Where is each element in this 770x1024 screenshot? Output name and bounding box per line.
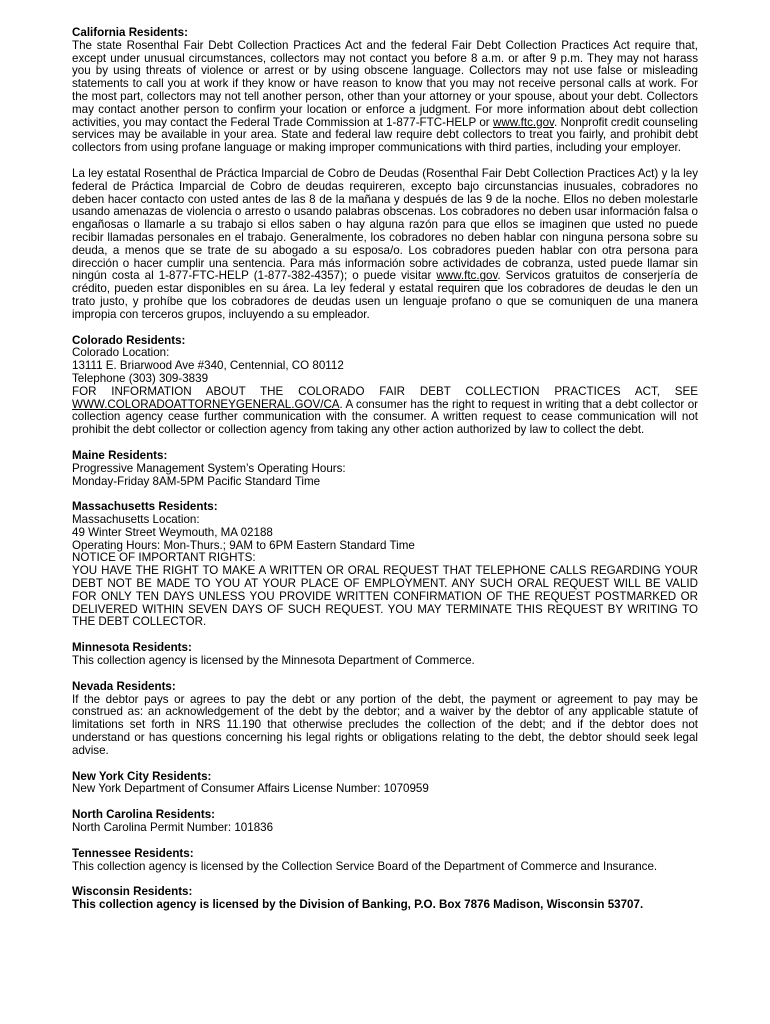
- nevada-section: [72, 681, 698, 758]
- california-heading: California Residents:: [72, 26, 188, 39]
- north-carolina-text: North Carolina Permit Number: 101836: [72, 821, 274, 835]
- wisconsin-section: [72, 886, 698, 912]
- tennessee-text: This collection agency is licensed by the Collection Service Board of the Department of Commerce and Insurance.: [72, 859, 658, 873]
- new-york-text: New York Department of Consumer Affairs License Number: 1070959: [72, 782, 429, 796]
- maine-hours-label: Progressive Management System’s Operating Hours:: [72, 461, 346, 475]
- colorado-paragraph: [72, 386, 698, 437]
- new-york-heading: New York City Residents:: [72, 769, 212, 783]
- maine-heading: Maine Residents:: [72, 448, 168, 462]
- massachusetts-hours: Operating Hours: Mon-Thurs.; 9AM to 6PM Eastern Standard Time: [72, 538, 415, 552]
- colorado-section: [72, 335, 698, 437]
- document-page: [72, 27, 698, 912]
- maine-section: [72, 450, 698, 488]
- california-section: [72, 27, 698, 322]
- california-english-paragraph: [72, 40, 698, 155]
- north-carolina-heading: North Carolina Residents:: [72, 808, 216, 822]
- massachusetts-heading: Massachusetts Residents:: [72, 500, 218, 514]
- california-spanish-paragraph: [72, 168, 698, 322]
- colorado-address: 13111 E. Briarwood Ave #340, Centennial, CO 80112: [72, 359, 344, 373]
- new-york-section: [72, 771, 698, 797]
- massachusetts-section: [72, 501, 698, 629]
- nevada-text: If the debtor pays or agrees to pay the debt or any portion of the debt, the payment or agreement to pay may be construed as: an acknowledgement of the debt by the debtor; and a waiver by the debtor of any applicable statute of limitations set forth in NRS 11.190 that otherwise precludes the collection of the debt; and if the debtor does not understand or has questions concerning his legal rights or obligations relating to the debt, the debtor should seek legal advise.: [72, 692, 698, 757]
- massachusetts-address: 49 Winter Street Weymouth, MA 02188: [72, 525, 273, 539]
- tennessee-section: [72, 848, 698, 874]
- maine-hours: Monday-Friday 8AM-5PM Pacific Standard Time: [72, 474, 321, 488]
- colorado-location-label: Colorado Location:: [72, 346, 170, 360]
- north-carolina-section: [72, 809, 698, 835]
- massachusetts-rights: YOU HAVE THE RIGHT TO MAKE A WRITTEN OR ORAL REQUEST THAT TELEPHONE CALLS REGARDING YOUR DEBT NOT BE MADE TO YOU AT YOUR PLACE OF EMPLOYMENT. ANY SUCH ORAL REQUEST WILL BE VALID FOR ONLY TEN DAYS UNLESS YOU PROVIDE WRITTEN CONFIRMATION OF THE REQUEST POSTMARKED OR DELIVERED WITHIN SEVEN DAYS OF SUCH REQUEST. YOU MAY TERMINATE THIS REQUEST BY WRITING TO THE DEBT COLLECTOR.: [72, 564, 698, 629]
- colorado-heading: Colorado Residents:: [72, 333, 186, 347]
- wisconsin-heading: Wisconsin Residents:: [72, 885, 193, 899]
- california-english-text-b: . Nonprofit credit counseling services may be available in your area. State and federal law require debt collectors to treat you fairly, and prohibit debt collectors from using profane language or making improper communications with third parties, including your employer.: [72, 115, 698, 155]
- california-spanish-text-b: . Servicos gratuitos de conserjería de crédito, pueden estar disponibles en su área. La ley federal y estatal requiren que los cobradores de deudas le den un trato justo, y prohíbe que los cobradores de deudas usen un lenguaje profano o que se comuniquen de una manera impropia con terceros grupos, incluyendo a su empleador.: [72, 269, 698, 321]
- wisconsin-text: This collection agency is licensed by the Division of Banking, P.O. Box 7876 Madison, Wisconsin 53707.: [72, 898, 644, 912]
- california-spanish-text-a: La ley estatal Rosenthal de Práctica Imparcial de Cobro de Deudas (Rosenthal Fair Debt Collection Practices Act) y la ley federal de Práctica Imparcial de Cobro de deudas requireren, excepto bajo circunstancias inusuales, cobradores no deben hacer contacto con usted antes de las 8 de la mañana y después de las 9 de la noche. Ellos no deben molestarle usando amenazas de violencia o arresto o usando palabras obscenas. Los cobradores no deben usar información falsa o engañosas o llamarle a su trabajo si ellos saben o hay alguna razón para que ellos se imaginen que usted no puede recibir llamadas personales en el trabajo. Generalmente, los cobradores no deben hablar con ninguna persona sobre su deuda, a menos que se trate de su abogado a su esposa/o. Los cobradores pueden hablar con otra persona para dirección o hacer cumplir una sentencia. Para más información sobre actividades de cobranza, usted puede llamar sin ningún costa al 1-877-FTC-HELP (1-877-382-4357); o puede visitar: [72, 166, 698, 283]
- colorado-ag-link[interactable]: WWW.COLORADOATTORNEYGENERAL.GOV/CA: [72, 397, 340, 411]
- minnesota-text: This collection agency is licensed by the Minnesota Department of Commerce.: [72, 654, 475, 668]
- california-english-text-a: The state Rosenthal Fair Debt Collection Practices Act and the federal Fair Debt Collection Practices Act require that, except under unusual circumstances, collectors may not contact you before 8 a.m. or after 9 p.m. They may not harass you by using threats of violence or arrest or by using obscene language. Collectors may not use false or misleading statements to call you at work if they know or have reason to know that you may not receive personal calls at work. For the most part, collectors may not tell another person, other than your attorney or your spouse, about your debt. Collectors may contact another person to confirm your location or enforce a judgment. For more information about debt collection activities, you may contact the Federal Trade Commission at 1-877-FTC-HELP or: [72, 38, 698, 129]
- colorado-text-a: FOR INFORMATION ABOUT THE COLORADO FAIR DEBT COLLECTION PRACTICES ACT, SEE: [72, 384, 698, 398]
- minnesota-heading: Minnesota Residents:: [72, 641, 192, 655]
- tennessee-heading: Tennessee Residents:: [72, 846, 194, 860]
- ftc-link[interactable]: www.ftc.gov: [492, 115, 554, 129]
- nevada-heading: Nevada Residents:: [72, 679, 176, 693]
- colorado-text-b: . A consumer has the right to request in writing that a debt collector or collection agency cease further communication with the consumer. A written request to cease communication will not prohibit the debt collector or collection agency from taking any other action authorized by law to collect the debt.: [72, 397, 698, 437]
- ftc-link-spanish[interactable]: www.ftc.gov: [436, 269, 498, 283]
- minnesota-section: [72, 642, 698, 668]
- massachusetts-location-label: Massachusetts Location:: [72, 513, 200, 527]
- massachusetts-notice: NOTICE OF IMPORTANT RIGHTS:: [72, 551, 256, 565]
- colorado-telephone: Telephone (303) 309-3839: [72, 371, 209, 385]
